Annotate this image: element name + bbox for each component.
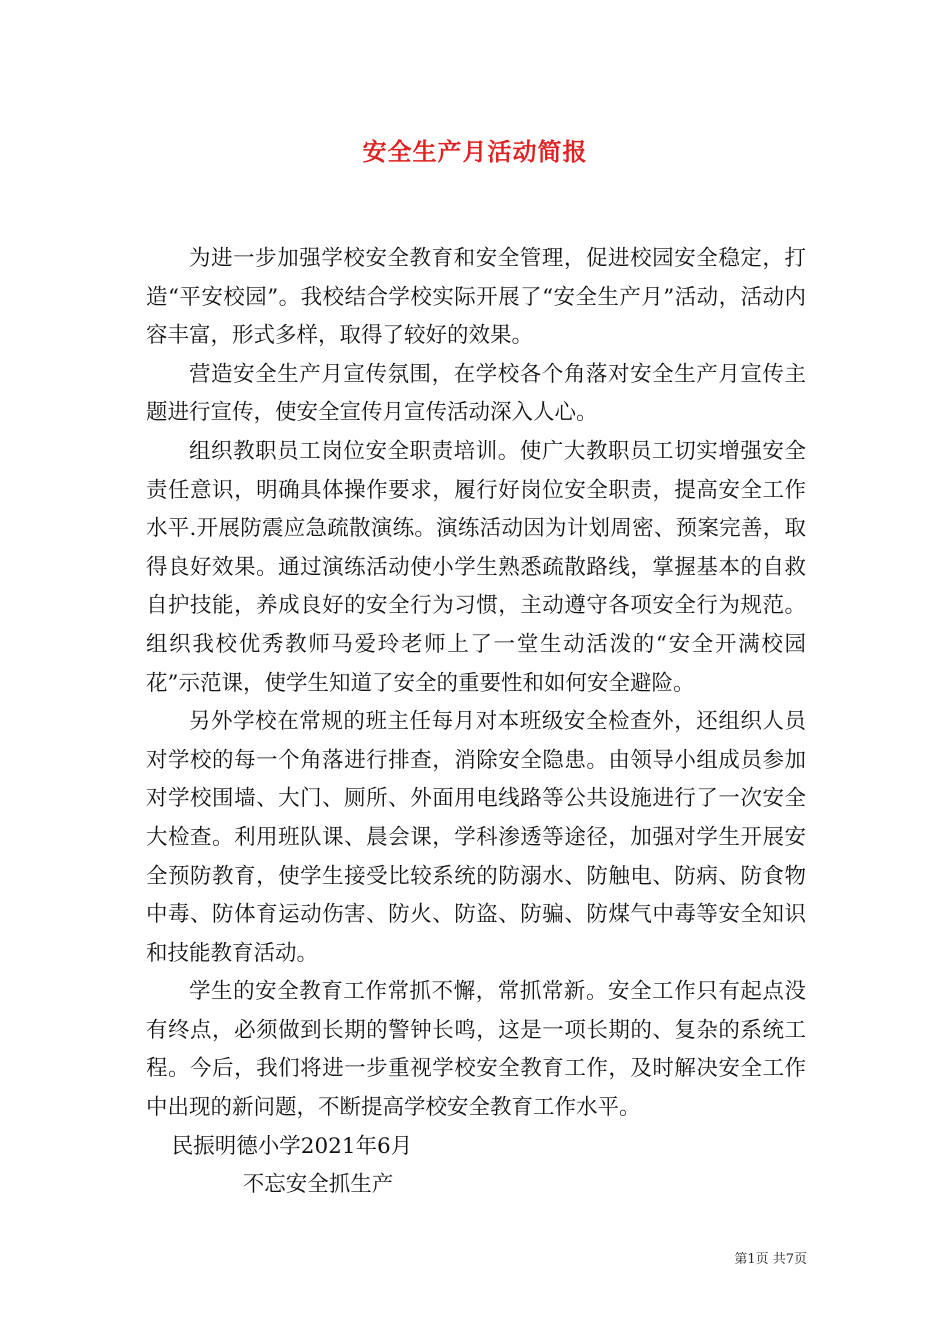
- next-section-title: 不忘安全抓生产: [242, 1172, 394, 1198]
- signature: 民振明德小学2021年6月: [171, 1133, 413, 1159]
- paragraph-inspection: 另外学校在常规的班主任每月对本班级安全检查外，还组织人员对学校的每一个角落进行排查，消除安全隐患。由领导小组成员参加对学校围墙、大门、厕所、外面用电线路等公共设施进行了一次安全大检查。利用班队课、晨会课，学科渗透等途径，加强对学生开展安全预防教育，使学生接受比较系统的防溺水、防触电、防病、防食物中毒、防体育运动伤害、防火、防盗、防骗、防煤气中毒等安全知识和技能教育活动。: [146, 709, 806, 966]
- paragraph-conclusion: 学生的安全教育工作常抓不懈，常抓常新。安全工作只有起点没有终点，必须做到长期的警钟长鸣，这是一项长期的、复杂的系统工程。今后，我们将进一步重视学校安全教育工作，及时解决安全工作中出现的新问题，不断提高学校安全教育工作水平。: [146, 979, 806, 1121]
- paragraph-training: 组织教职员工岗位安全职责培训。使广大教职员工切实增强安全责任意识，明确具体操作要求，履行好岗位安全职责，提高安全工作水平.开展防震应急疏散演练。演练活动因为计划周密、预案完善，取得良好效果。通过演练活动使小学生熟悉疏散路线，掌握基本的自救自护技能，养成良好的安全行为习惯，主动遵守各项安全行为规范。组织我校优秀教师马爱玲老师上了一堂生动活泼的“安全开满校园花”示范课，使学生知道了安全的重要性和如何安全避险。: [146, 438, 806, 696]
- page-number: 第1页 共7页: [734, 1252, 807, 1267]
- paragraph-atmosphere: 营造安全生产月宣传氛围，在学校各个角落对安全生产月宣传主题进行宣传，使安全宣传月宣传活动深入人心。: [146, 361, 806, 426]
- document-title: 安全生产月活动简报: [362, 137, 588, 166]
- paragraph-intro: 为进一步加强学校安全教育和安全管理，促进校园安全稳定，打造“平安校园”。我校结合学校实际开展了“安全生产月”活动，活动内容丰富，形式多样，取得了较好的效果。: [146, 246, 806, 349]
- document-body: [146, 240, 806, 1205]
